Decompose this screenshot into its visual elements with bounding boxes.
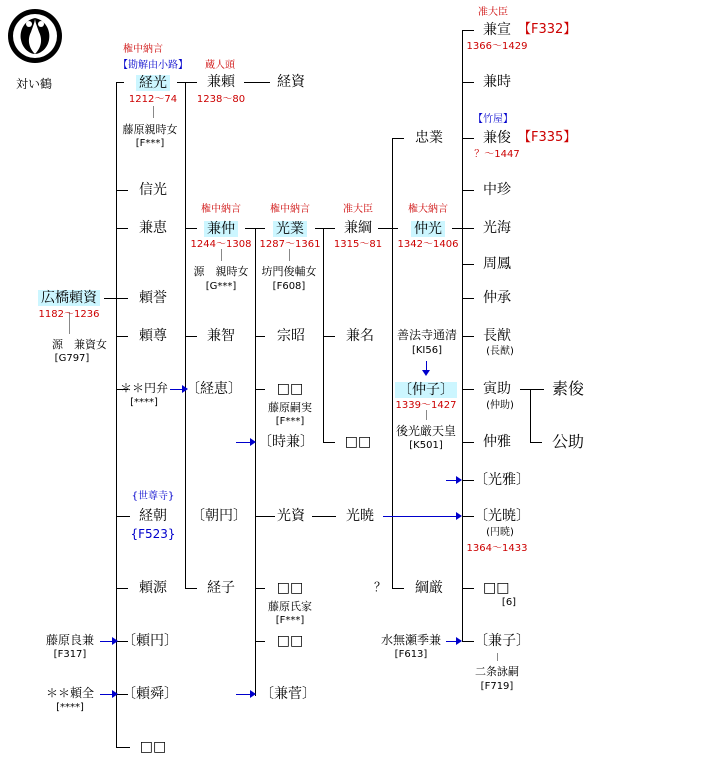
crest-label: 対い鶴 — [16, 77, 53, 91]
connector-line — [462, 641, 474, 642]
connector-line — [462, 138, 474, 139]
person-kaneyori[interactable]: 兼頼 — [207, 74, 235, 90]
person-minase-suekane[interactable]: 水無瀬季兼 — [380, 633, 442, 647]
arrowhead-icon — [422, 370, 430, 376]
connector-line — [255, 641, 265, 642]
connector-line — [116, 82, 117, 748]
person-fujiwara-ujiie[interactable]: 藤原氏家 — [268, 600, 312, 613]
dates-tsunemitsu: 1212～74 — [128, 94, 178, 105]
connector-line — [177, 82, 197, 83]
connector-line — [312, 516, 336, 517]
connector-line — [530, 442, 542, 443]
connector-line — [462, 82, 474, 83]
person-kanetsuna[interactable]: 兼綱 — [344, 220, 372, 236]
person-kanena[interactable]: 兼名 — [346, 328, 374, 344]
connector-line — [315, 228, 335, 229]
person-chouyu[interactable]: 長猷 — [483, 328, 511, 344]
person-mitsunari[interactable]: 光業 — [273, 221, 307, 237]
blue-arrow-line — [100, 641, 112, 642]
alt-kogyo: (円暁) — [486, 527, 514, 538]
spouse-fujiwara-chikatoki-daughter[interactable]: 藤原親時女 — [122, 123, 178, 136]
ref-minase-suekane: [F613] — [394, 649, 428, 660]
person-chuchin[interactable]: 中珍 — [483, 182, 511, 198]
person-sotoshi[interactable]: 素俊 — [552, 379, 585, 398]
ref-enben: [****] — [130, 397, 158, 408]
tsurui-tsuru-crest-icon — [7, 8, 63, 64]
person-kenkan[interactable]: 〔兼菅〕 — [260, 686, 316, 702]
person-kosuke[interactable]: 公助 — [552, 432, 585, 451]
connector-line — [497, 653, 498, 661]
connector-line — [116, 516, 130, 517]
person-gokogon-tenno[interactable]: 後光厳天皇 — [395, 424, 457, 438]
person-kanenaka[interactable]: 兼仲 — [204, 221, 238, 237]
connector-line — [255, 516, 275, 517]
connector-line — [255, 228, 256, 696]
connector-line — [462, 190, 474, 191]
person-kanee[interactable]: 兼恵 — [139, 220, 167, 236]
dates-kanetoshi: ？～1447 — [474, 149, 520, 160]
person-tsunesuke[interactable]: 経資 — [277, 74, 305, 90]
person-mitsusuke[interactable]: 光資 — [277, 508, 305, 524]
dates-kanenobu: 1366～1429 — [466, 41, 528, 52]
person-raizen[interactable]: ＊＊頼全 — [45, 686, 95, 700]
person-unknown-1[interactable]: □□ — [139, 739, 167, 755]
connector-line — [185, 336, 197, 337]
office-mitsunari: 権中納言 — [270, 204, 310, 215]
person-keie[interactable]: 〔経恵〕 — [186, 381, 242, 397]
dates-kanenaka: 1244～1308 — [190, 239, 252, 250]
connector-line — [116, 588, 128, 589]
person-nijo-tsuguhiro[interactable]: 二条詠嗣 — [475, 665, 519, 678]
blue-arrow-line — [170, 389, 182, 390]
person-unknown-3[interactable]: □□ — [276, 580, 304, 596]
dates-nakamitsu: 1342～1406 — [397, 239, 459, 250]
ref-bomon-toshisuke-daughter: [F608] — [272, 281, 306, 292]
connector-line — [116, 190, 128, 191]
arrowhead-icon — [112, 637, 118, 645]
connector-line — [462, 298, 474, 299]
blue-arrow-line — [236, 694, 250, 695]
person-chusho[interactable]: 仲承 — [483, 290, 511, 306]
ref-minamoto-chikatoki-daughter: [G***] — [205, 281, 237, 292]
person-raiei[interactable]: 頼誉 — [139, 290, 167, 306]
person-nakamitsu[interactable]: 仲光 — [411, 221, 445, 237]
person-koukyou[interactable]: 光暁 — [346, 508, 374, 524]
spouse-bomon-toshisuke-daughter[interactable]: 坊門俊輔女 — [261, 265, 317, 278]
connector-line — [116, 298, 128, 299]
office-nakamitsu: 権大納言 — [408, 204, 448, 215]
person-kouga[interactable]: 〔光雅〕 — [474, 472, 530, 488]
blue-arrow-line — [383, 516, 456, 517]
person-nakako[interactable]: 〔仲子〕 — [395, 382, 457, 398]
person-kanetoshi[interactable]: 兼俊 — [483, 130, 511, 146]
connector-line — [426, 410, 427, 420]
ref-kanenobu: 【F332】 — [518, 22, 577, 37]
connector-line — [289, 249, 290, 261]
person-munemitsu[interactable]: 宗昭 — [277, 328, 305, 344]
ref-gokogon-tenno: [K501] — [409, 440, 443, 451]
person-kanetoki[interactable]: 兼時 — [483, 74, 511, 90]
connector-line — [392, 138, 404, 139]
person-shuho[interactable]: 周鳳 — [483, 256, 511, 272]
person-raison[interactable]: 頼尊 — [139, 328, 167, 344]
connector-line — [462, 228, 474, 229]
connector-line — [462, 389, 474, 390]
person-tadanari[interactable]: 忠業 — [415, 130, 443, 146]
arrowhead-icon — [250, 438, 256, 446]
ref-zenpoji-michikiyo: [KI56] — [411, 345, 443, 356]
dates-hirohashi-yorisuke: 1182～1236 — [38, 309, 100, 320]
arrowhead-icon — [250, 690, 256, 698]
connector-line — [255, 336, 265, 337]
ref-minamoto-kanesuke-daughter: [G797] — [54, 353, 90, 364]
connector-line — [116, 82, 124, 83]
connector-line — [221, 249, 222, 261]
connector-line — [323, 336, 335, 337]
ref-fujiwara-yoshikane: [F317] — [53, 649, 87, 660]
alt-torasuke: (仲助) — [486, 400, 514, 411]
connector-line — [520, 389, 544, 390]
connector-line — [323, 228, 324, 442]
connector-line — [255, 588, 265, 589]
person-fujiwara-tsunezane[interactable]: 藤原嗣実 — [268, 401, 312, 414]
ref-raizen: [****] — [56, 702, 84, 713]
arrowhead-icon — [456, 512, 462, 520]
ref-tsunetomo: {F523} — [130, 527, 176, 541]
office-tsunemitsu: 権中納言 — [123, 44, 163, 55]
spouse-minamoto-chikatoki-daughter[interactable]: 源 親時女 — [193, 265, 249, 278]
person-tsunagen[interactable]: 綱厳 — [415, 580, 443, 596]
office-kanenobu: 准大臣 — [478, 7, 508, 18]
person-tsuneko[interactable]: 経子 — [207, 580, 235, 596]
connector-line — [462, 264, 474, 265]
person-nobumitsu[interactable]: 信光 — [139, 182, 167, 198]
connector-line — [153, 106, 154, 118]
blue-arrow-line — [100, 694, 112, 695]
connector-line — [116, 336, 128, 337]
connector-line — [392, 228, 398, 229]
person-jiken[interactable]: 〔時兼〕 — [258, 434, 314, 450]
person-zenpoji-michikiyo[interactable]: 善法寺通清 — [396, 328, 458, 342]
connector-line — [392, 138, 393, 589]
person-kaneko[interactable]: 〔兼子〕 — [474, 633, 530, 649]
dates-mitsunari: 1287～1361 — [259, 239, 321, 250]
connector-line — [116, 228, 128, 229]
connector-line — [530, 389, 531, 443]
ref-fujiwara-tsunezane: [F***] — [275, 416, 305, 427]
connector-line — [462, 336, 474, 337]
blue-arrow-line — [446, 480, 456, 481]
dates-nakako: 1339～1427 — [395, 400, 457, 411]
house-kanetoshi: 【竹屋】 — [473, 114, 513, 125]
house-tsunemitsu: 【勘解由小路】 — [118, 60, 188, 71]
connector-line — [462, 442, 474, 443]
connector-line — [323, 442, 335, 443]
ref-kanetoshi: 【F335】 — [518, 130, 577, 145]
question-mark: ？ — [373, 580, 387, 594]
spouse-minamoto-kanesuke-daughter[interactable]: 源 兼資女 — [52, 338, 107, 351]
person-enben[interactable]: ＊＊円弁 — [119, 381, 169, 395]
connector-line — [104, 298, 116, 299]
connector-line — [255, 389, 265, 390]
dates-kanetsuna: 1315～81 — [333, 239, 383, 250]
connector-line — [185, 588, 197, 589]
connector-line — [244, 82, 270, 83]
person-raigen[interactable]: 頼源 — [139, 580, 167, 596]
person-hirohashi-yorisuke[interactable]: 広橋頼資 — [38, 290, 100, 306]
person-kanenobu[interactable]: 兼宣 — [483, 22, 511, 38]
person-kogyo[interactable]: 〔光暁〕 — [474, 508, 530, 524]
office-kanenaka: 権中納言 — [201, 204, 241, 215]
connector-line — [392, 588, 404, 589]
ref-nijo-tsuguhiro: [F719] — [480, 681, 514, 692]
connector-line — [462, 480, 474, 481]
blue-arrow-line — [236, 442, 250, 443]
connector-line — [185, 228, 197, 229]
person-tsunemitsu[interactable]: 経光 — [136, 75, 170, 91]
dates-kogyo: 1364～1433 — [466, 543, 528, 554]
arrowhead-icon — [456, 476, 462, 484]
connector-line — [462, 588, 474, 589]
person-nakamasa[interactable]: 仲雅 — [483, 434, 511, 450]
ref-unknown-6: [6] — [501, 597, 517, 608]
office-kanetsuna: 准大臣 — [343, 204, 373, 215]
person-raien[interactable]: 〔頼円〕 — [122, 633, 178, 649]
ref-fujiwara-ujiie: [F***] — [275, 615, 305, 626]
person-tsunetomo[interactable]: 経朝 — [139, 508, 167, 524]
house-tsunetomo: {世尊寺} — [131, 491, 175, 502]
connector-line — [462, 30, 474, 31]
person-raishun[interactable]: 〔頼舜〕 — [122, 686, 178, 702]
blue-arrow-line — [446, 641, 456, 642]
office-kaneyori: 蔵人頭 — [205, 60, 235, 71]
person-unknown-6[interactable]: □□ — [483, 580, 510, 596]
arrowhead-icon — [112, 690, 118, 698]
connector-line — [462, 516, 474, 517]
person-kokai[interactable]: 光海 — [483, 220, 511, 236]
person-unknown-4[interactable]: □□ — [276, 633, 304, 649]
connector-line — [116, 747, 130, 748]
ref-fujiwara-chikatoki-daughter: [F***] — [135, 138, 165, 149]
person-torasuke[interactable]: 寅助 — [483, 381, 511, 397]
person-unknown-5[interactable]: □□ — [344, 434, 372, 450]
person-kanetomo[interactable]: 兼智 — [207, 328, 235, 344]
person-fujiwara-yoshikane[interactable]: 藤原良兼 — [45, 633, 95, 647]
person-choen[interactable]: 〔朝円〕 — [191, 508, 247, 524]
arrowhead-icon — [456, 637, 462, 645]
alt-chouyu: (長猷) — [486, 346, 514, 357]
dates-kaneyori: 1238～80 — [196, 94, 246, 105]
person-unknown-2[interactable]: □□ — [276, 381, 304, 397]
